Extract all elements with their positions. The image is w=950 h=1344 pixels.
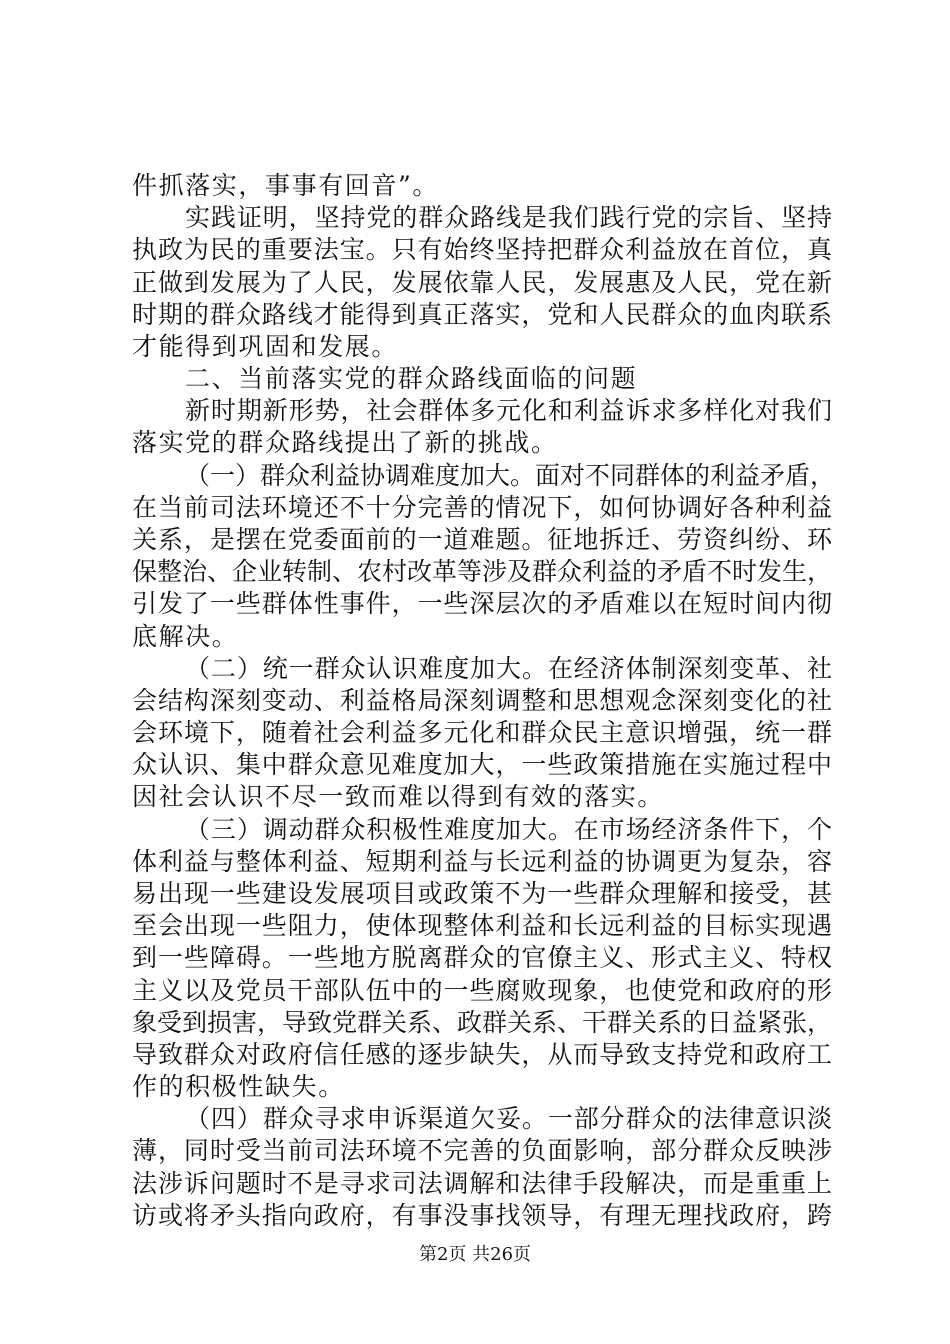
text-line: 主义以及党员干部队伍中的一些腐败现象，也使党和政府的形 xyxy=(132,976,832,1005)
text-line: 体利益与整体利益、短期利益与长远利益的协调更为复杂，容 xyxy=(132,847,832,876)
text-line: 薄，同时受当前司法环境不完善的负面影响，部分群众反映涉 xyxy=(132,1136,832,1165)
text-line: 导致群众对政府信任感的逐步缺失，从而导致支持党和政府工 xyxy=(132,1040,832,1069)
text-line: （三）调动群众积极性难度加大。在市场经济条件下，个 xyxy=(185,815,832,844)
text-line: 访或将矛头指向政府，有事没事找领导，有理无理找政府，跨 xyxy=(132,1201,832,1230)
text-line: 保整治、企业转制、农村改革等涉及群众利益的矛盾不时发生， xyxy=(132,557,833,586)
text-line: 实践证明，坚持党的群众路线是我们践行党的宗旨、坚持 xyxy=(185,203,832,232)
text-line: 会环境下，随着社会利益多元化和群众民主意识增强，统一群 xyxy=(132,718,832,747)
text-line: 件抓落实，事事有回音”。 xyxy=(132,171,439,200)
text-line: 时期的群众路线才能得到真正落实，党和人民群众的血肉联系 xyxy=(132,300,832,329)
text-line: 众认识、集中群众意见难度加大，一些政策措施在实施过程中 xyxy=(132,750,832,779)
text-line: （四）群众寻求申诉渠道欠妥。一部分群众的法律意识淡 xyxy=(185,1104,832,1133)
text-line: （一）群众利益协调难度加大。面对不同群体的利益矛盾， xyxy=(185,461,836,490)
text-line: 易出现一些建设发展项目或政策不为一些群众理解和接受，甚 xyxy=(132,879,832,908)
section-heading: 二、当前落实党的群众路线面临的问题 xyxy=(185,364,638,393)
text-line: 才能得到巩固和发展。 xyxy=(132,332,399,361)
text-line: 关系，是摆在党委面前的一道难题。征地拆迁、劳资纠纷、环 xyxy=(132,525,832,554)
text-line: 到一些障碍。一些地方脱离群众的官僚主义、形式主义、特权 xyxy=(132,943,832,972)
text-line: （二）统一群众认识难度加大。在经济体制深刻变革、社 xyxy=(185,654,832,683)
text-line: 在当前司法环境还不十分完善的情况下，如何协调好各种利益 xyxy=(132,493,832,522)
text-line: 因社会认识不尽一致而难以得到有效的落实。 xyxy=(132,782,665,811)
text-line: 底解决。 xyxy=(132,622,239,651)
text-line: 会结构深刻变动、利益格局深刻调整和思想观念深刻变化的社 xyxy=(132,686,832,715)
text-line: 作的积极性缺失。 xyxy=(132,1072,345,1101)
text-line: 至会出现一些阻力，使体现整体利益和长远利益的目标实现遇 xyxy=(132,911,832,940)
text-line: 新时期新形势，社会群体多元化和利益诉求多样化对我们 xyxy=(185,396,832,425)
text-line: 落实党的群众路线提出了新的挑战。 xyxy=(132,428,558,457)
text-line: 法涉诉问题时不是寻求司法调解和法律手段解决，而是重重上 xyxy=(132,1169,832,1198)
text-line: 正做到发展为了人民，发展依靠人民，发展惠及人民，党在新 xyxy=(132,268,832,297)
text-line: 引发了一些群体性事件，一些深层次的矛盾难以在短时间内彻 xyxy=(132,589,832,618)
page-number: 第2页 共26页 xyxy=(418,1244,532,1265)
text-line: 象受到损害，导致党群关系、政群关系、干群关系的日益紧张， xyxy=(132,1008,833,1037)
text-line: 执政为民的重要法宝。只有始终坚持把群众利益放在首位，真 xyxy=(132,235,832,264)
